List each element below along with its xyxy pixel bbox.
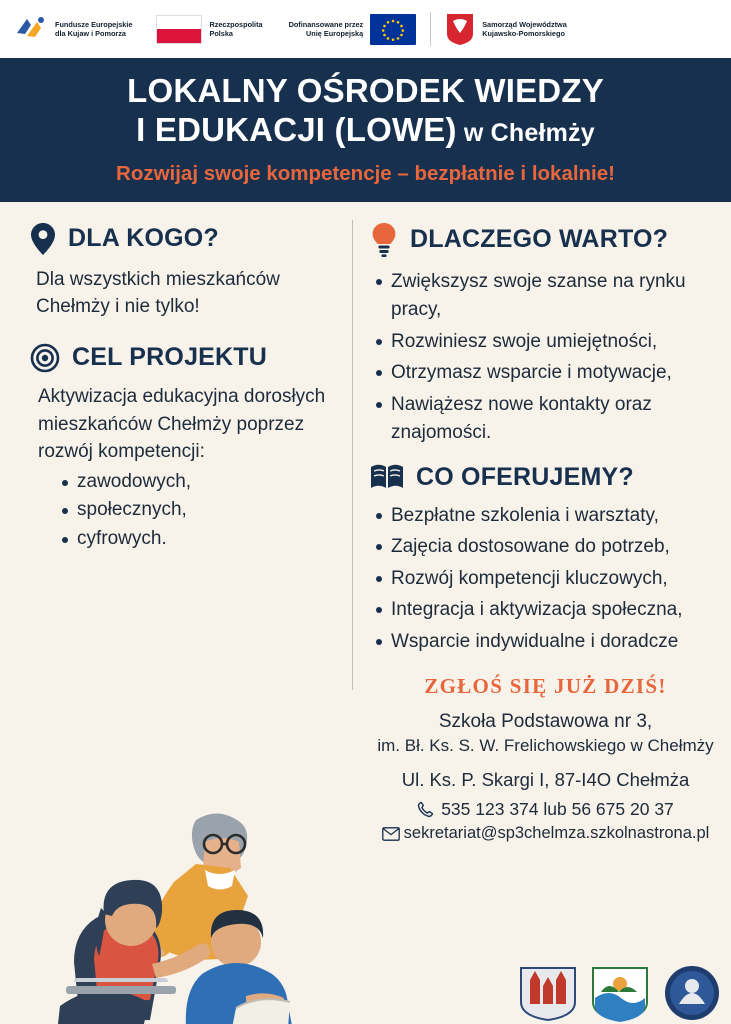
- list-item: Nawiążesz nowe kontakty oraz znajomości.: [374, 391, 721, 448]
- poland-flag-icon: [156, 15, 202, 44]
- eu-funds-icon: [14, 13, 48, 45]
- column-divider: [352, 220, 353, 690]
- list-item: Zajęcia dostosowane do potrzeb,: [374, 533, 721, 562]
- title-line-2-suffix: w Chełmży: [463, 118, 595, 147]
- call-to-action: [370, 674, 721, 843]
- email-row[interactable]: [370, 824, 721, 843]
- section-cel-projektu-header: [30, 343, 332, 373]
- logo-samorzad: [445, 12, 567, 46]
- envelope-icon: [382, 827, 400, 841]
- email-address: sekretariat@sp3chelmza.szkolnastrona.pl: [403, 824, 710, 843]
- list-item: Rozwiniesz swoje umiejętności,: [374, 328, 721, 357]
- section-co-oferujemy-title: CO OFERUJEMY?: [416, 462, 634, 491]
- right-column: [348, 222, 731, 843]
- logo-unia-europejska: [289, 14, 417, 45]
- phone-number: 535 123 374 lub 56 675 20 37: [441, 799, 674, 820]
- phone-icon: [417, 801, 434, 818]
- dlaczego-warto-list: [370, 268, 721, 448]
- logo-rzeczpospolita: [156, 15, 262, 44]
- eu-flag-icon: [370, 14, 416, 45]
- logo-samorzad-text: Samorząd Województwa Kujawsko-Pomorskiego: [482, 19, 567, 38]
- chelmza-city-crest-icon: [517, 964, 579, 1022]
- school-emblem-icon: [661, 964, 723, 1022]
- school-name: [370, 710, 721, 757]
- list-item: Bezpłatne szkolenia i warsztaty,: [374, 502, 721, 531]
- list-item: Rozwój kompetencji kluczowych,: [374, 565, 721, 594]
- cta-heading: ZGŁOŚ SIĘ JUŻ DZIŚ!: [424, 674, 667, 699]
- list-item: Zwiększysz swoje szanse na rynku pracy,: [374, 268, 721, 325]
- school-name-line1: Szkoła Podstawowa nr 3,: [438, 711, 653, 733]
- section-dla-kogo-header: [30, 222, 332, 256]
- list-item: Wsparcie indywidualne i doradcze: [374, 628, 721, 657]
- page-title: [10, 72, 721, 150]
- logo-fundusze-europejskie: [14, 13, 132, 45]
- logo-fundusze-text: Fundusze Europejskie dla Kujaw i Pomorza: [55, 19, 133, 38]
- cel-projektu-subitems: [30, 468, 332, 554]
- illustration-people-learning: [0, 724, 360, 1024]
- logo-divider: [430, 12, 431, 46]
- section-dla-kogo-title: DLA KOGO?: [68, 224, 219, 253]
- school-name-line2: im. Bł. Ks. S. W. Frelichowskiego w Chełmży: [377, 736, 714, 756]
- title-line-2: I EDUKACJI (LOWE): [136, 110, 457, 148]
- list-item: Otrzymasz wsparcie i motywacje,: [374, 359, 721, 388]
- location-pin-icon: [30, 222, 56, 256]
- logo-rzeczpospolita-text: Rzeczpospolita Polska: [209, 19, 263, 38]
- logo-bar: [0, 0, 731, 58]
- target-icon: [30, 343, 60, 373]
- kujawsko-pomorskie-crest-icon: [445, 12, 475, 46]
- section-cel-projektu-text: Aktywizacja edukacyjna dorosłych mieszkańców Chełmży poprzez rozwój kompetencji:: [38, 385, 326, 463]
- footer-crests: [517, 964, 723, 1022]
- list-item: zawodowych,: [60, 468, 332, 497]
- section-dla-kogo-text: Dla wszystkich mieszkańców Chełmży i nie tylko!: [36, 268, 280, 318]
- list-item: cyfrowych.: [60, 525, 332, 554]
- co-oferujemy-list: [370, 502, 721, 657]
- list-item: społecznych,: [60, 496, 332, 525]
- lightbulb-icon: [370, 222, 398, 258]
- open-book-icon: [370, 463, 404, 491]
- section-dlaczego-warto-title: DLACZEGO WARTO?: [410, 225, 669, 254]
- title-line-1: LOKALNY OŚRODEK WIEDZY: [127, 72, 604, 109]
- poster-header: [0, 58, 731, 202]
- header-tagline: Rozwijaj swoje kompetencje – bezpłatnie i lokalnie!: [116, 161, 615, 185]
- section-dlaczego-warto-header: [370, 222, 721, 258]
- section-cel-projektu-title: CEL PROJEKTU: [72, 343, 268, 372]
- school-address: Ul. Ks. P. Skargi I, 87-I4O Chełmża: [401, 769, 690, 791]
- list-item: Integracja i aktywizacja społeczna,: [374, 596, 721, 625]
- section-co-oferujemy-header: [370, 463, 721, 492]
- logo-ue-text: Dofinansowane przez Unię Europejską: [288, 19, 364, 38]
- phone-row[interactable]: [370, 799, 721, 820]
- powiat-torunski-crest-icon: [589, 964, 651, 1022]
